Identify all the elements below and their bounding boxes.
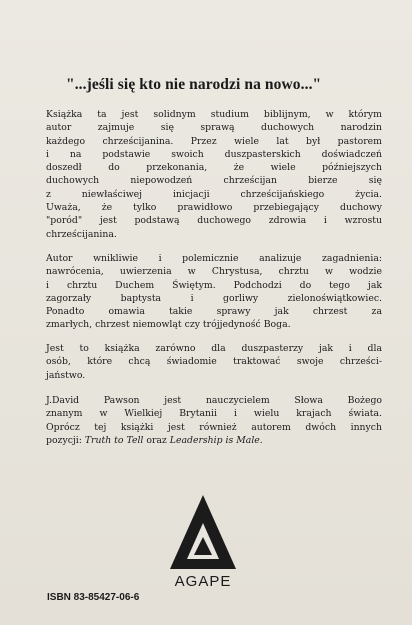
text-line: Autor wnikliwie i polemicznie analizuje zagadnienia: [46,253,382,264]
paragraph-analysis [46,252,382,332]
isbn-label: ISBN 83-85427-06-6 [47,592,140,603]
text-line: nawrócenia, uwierzenia w Chrystusa, chrztu w wodzie [46,266,382,278]
text-line: znanym w Wielkiej Brytanii i wielu krajach świata. [46,408,382,420]
quote-heading: "...jeśli się kto nie narodzi na nowo..." [66,76,322,93]
text-line: jaństwo. [46,369,86,381]
text-line: autor zajmuje się sprawą duchowych narodzin [46,122,382,134]
book-title: Leadership is Male [169,434,260,446]
text-line: duchowych niepowodzeń chrześcijan bierze się [46,175,382,187]
text-line: Książka ta jest solidnym studium biblijnym, w którym [46,109,382,120]
agape-triangle-logo [168,493,238,571]
text-line: osób, które chcą świadomie traktować swoje chrześci- [46,356,382,368]
paragraph-description [46,108,382,241]
paragraph-audience [46,342,382,382]
text-line [46,434,382,447]
publisher-name: AGAPE [174,573,232,590]
text-line: i chrztu Duchem Świętym. Podchodzi do tego jak [46,279,382,291]
text-line: zmarłych, chrzest niemowląt czy trójjedyność Boga. [46,319,291,331]
book-title: Truth to Tell [84,434,144,446]
text-line: doszedł do przekonania, że wiele późniejszych [46,162,382,174]
text-line: chrześcijanina. [46,228,117,240]
text-line: każdego chrześcijanina. Przez wiele lat był pastorem [46,135,382,147]
text-line: z niewłaściwej inicjacji chrześcijańskiego życia. [46,188,382,200]
publisher-logo [148,493,258,593]
text-line: Ponadto omawia takie sprawy jak chrzest za [46,306,382,318]
text-line: Oprócz tej książki jest również autorem dwóch innych [46,421,382,433]
paragraph-author [46,394,382,447]
text-fragment: pozycji: [46,434,85,446]
text-line: J.David Pawson jest nauczycielem Słowa Bożego [46,395,382,406]
text-line: Jest to książka zarówno dla duszpasterzy jak i dla [46,343,382,354]
text-line: zagorzały baptysta i gorliwy zielonoświątkowiec. [46,292,382,304]
text-line: i na podstawie swoich duszpasterskich doświadczeń [46,148,382,160]
text-line: "poród" jest podstawą duchowego zdrowia i wzrostu [46,215,382,227]
text-fragment: oraz [143,434,170,446]
text-line: Uważa, że tylko prawidłowo przebiegający duchowy [46,202,382,214]
text-fragment: . [259,434,263,446]
